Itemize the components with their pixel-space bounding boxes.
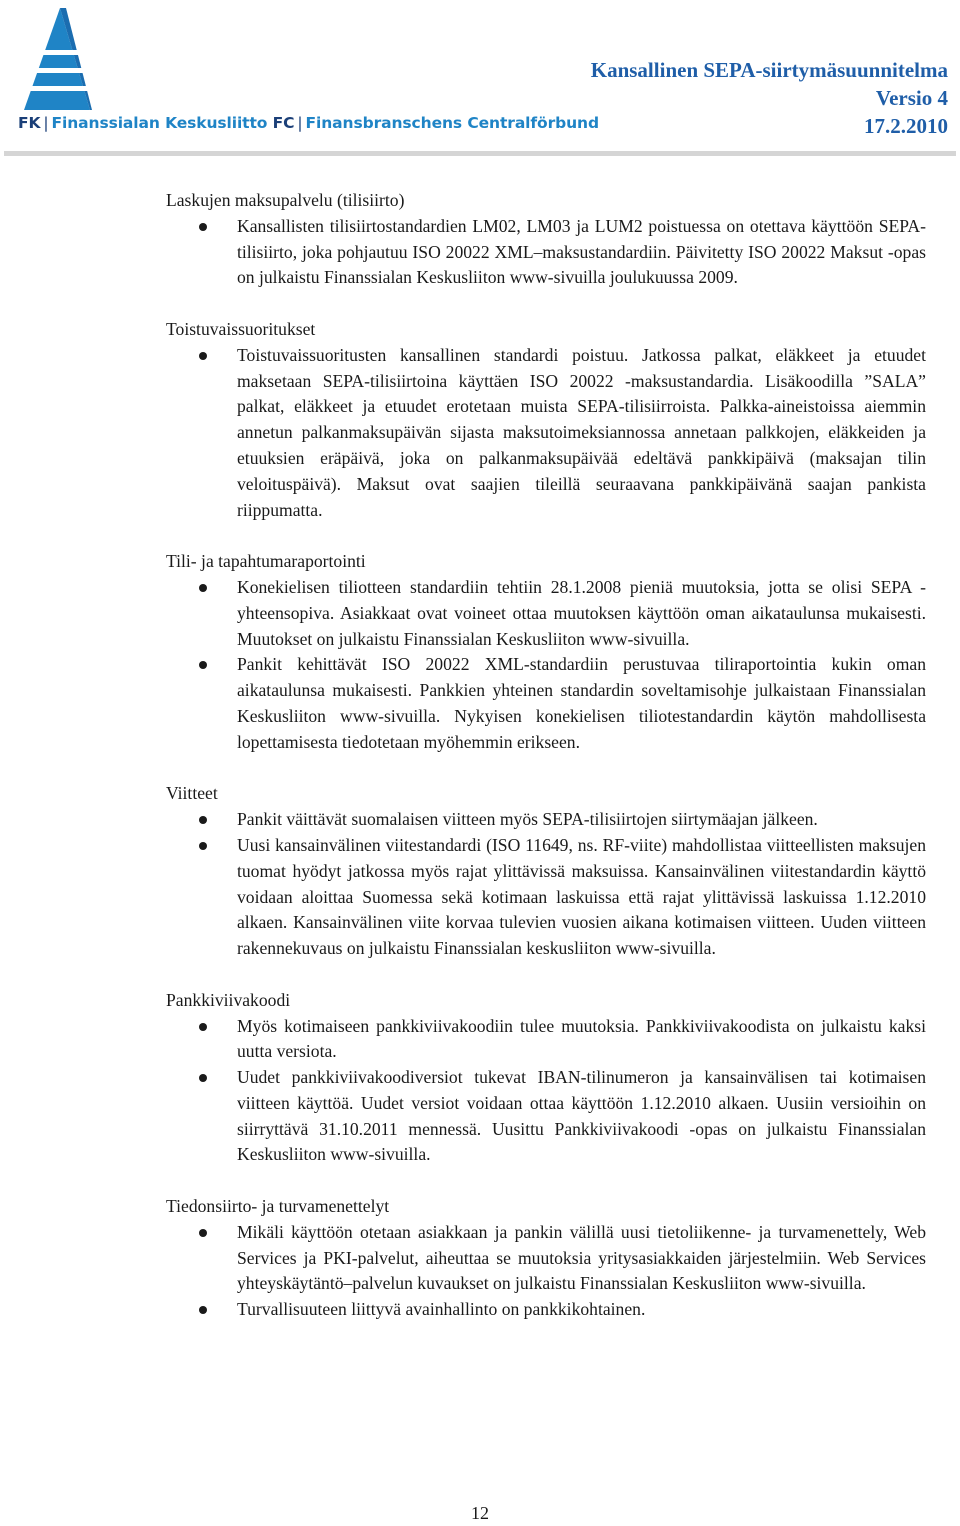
bullet-icon xyxy=(199,223,207,231)
list-item-text: Pankit väittävät suomalaisen viitteen myös SEPA-tilisiirtojen siirtymäajan jälkeen. xyxy=(237,809,818,830)
section xyxy=(166,317,926,523)
list-item-text: Myös kotimaiseen pankkiviivakoodiin tulee muutoksia. Pankkiviivakoodista on julkaistu kaksi uutta versiota. xyxy=(237,1015,926,1062)
bullet-icon xyxy=(199,1074,207,1082)
section xyxy=(166,1194,926,1323)
list-item xyxy=(166,1014,926,1066)
list-item xyxy=(166,652,926,755)
org-abbrev-fc: FC xyxy=(272,114,295,132)
org-name-sv: Finansbranschens Centralförbund xyxy=(305,114,599,132)
bullet-list xyxy=(166,343,926,524)
list-item xyxy=(166,343,926,524)
list-item-text: Turvallisuuteen liittyvä avainhallinto on pankkikohtainen. xyxy=(237,1299,646,1320)
page-header xyxy=(0,0,960,160)
section xyxy=(166,188,926,291)
section-title: Toistuvaissuoritukset xyxy=(166,318,316,339)
organization-name: FK | Finanssialan Keskusliitto FC | Finansbranschens Centralförbund xyxy=(18,114,599,132)
list-item-text: Uudet pankkiviivakoodiversiot tukevat IBAN-tilinumeron ja kansainvälisen tai kotimaisen viitteen käyttöä. Uudet versiot voidaan ottaa käyttöön 1.12.2010 alkaen. Uusiin versioihin on siirryttävä 31.10.2011 mennessä. Uusittu Pankkiviivakoodi -opas on julkaistu Finanssialan Keskusliiton www-sivuilla. xyxy=(237,1067,926,1165)
section-title: Tiedonsiirto- ja turvamenettelyt xyxy=(166,1196,390,1217)
document-meta xyxy=(591,56,948,140)
fk-logo-icon xyxy=(18,6,92,110)
list-item-text: Kansallisten tilisiirtostandardien LM02, LM03 ja LUM2 poistuessa on otettava käyttöön SEPA-tilisiirto, joka pohjautuu ISO 20022 XML–maksustandardiin. Päivitetty ISO 20022 Maksut -opas on julkaistu Finanssialan Keskusliiton www-sivuilla joulukuussa 2009. xyxy=(237,215,926,288)
list-item-text: Toistuvaissuoritusten kansallinen standardi poistuu. Jatkossa palkat, eläkkeet ja etuudet maksetaan SEPA-tilisiirtoina käyttäen ISO 20022 -maksustandardia. Lisäkoodilla ”SALA” palkat, eläkkeet ja etuudet erotetaan muista SEPA-tilisiirroista. Palkka-aineistoissa aiemmin annetun palkanmaksupäivän sijasta maksutoimeksiannossa annetaan palkkojen, eläkkeiden ja etuuksien eräpäivä, joka on palkanmaksupäivää edeltävä pankkipäivä (maksajan tilin veloituspäivä). Maksut ovat saajien tileillä seuraavana pankkipäivänä saajan pankista riippumatta. xyxy=(237,344,926,520)
section-title: Laskujen maksupalvelu (tilisiirto) xyxy=(166,190,405,210)
list-item xyxy=(166,214,926,291)
document-title: Kansallinen SEPA-siirtymäsuunnitelma xyxy=(590,58,948,82)
bullet-icon xyxy=(199,1023,207,1031)
list-item-text: Uusi kansainvälinen viitestandardi (ISO 11649, ns. RF-viite) mahdollistaa viitteellisten maksujen tuomat hyödyt jatkossa myös rajat ylittävissä maksuissa. Kansainvälinen viitestandardin käyttö voidaan aloittaa Suomessa sekä kotimaan laskuissa että rajat ylittävissä laskuissa 1.12.2010 alkaen. Kansainvälinen viite korvaa tulevien vuosien aikana kotimaisen viitteen. Uuden viitteen rakennekuvaus on julkaistu Finanssialan keskusliiton www-sivuilla. xyxy=(237,834,926,959)
bullet-icon xyxy=(199,816,207,824)
section xyxy=(166,781,926,962)
bullet-list xyxy=(166,807,926,962)
bullet-list xyxy=(166,214,926,291)
section xyxy=(166,988,926,1169)
org-abbrev-fk: FK xyxy=(18,114,41,132)
list-item-text: Mikäli käyttöön otetaan asiakkaan ja pankin välillä uusi tietoliikenne- ja turvamenettely, Web Services ja PKI-palvelut, aiheuttaa se muutoksia yritysasiakkaiden järjestelmiin. Web Services yhteyskäytäntö–palvelun kuvaukset on julkaistu Finanssialan Keskusliiton www-sivuilla. xyxy=(237,1221,926,1294)
bullet-icon xyxy=(199,842,207,850)
list-item xyxy=(166,807,926,833)
bullet-list xyxy=(166,1220,926,1323)
section xyxy=(166,549,926,755)
section-title: Viitteet xyxy=(166,783,218,804)
document-version: Versio 4 xyxy=(875,86,948,110)
bullet-icon xyxy=(199,1229,207,1237)
list-item xyxy=(166,833,926,962)
bullet-icon xyxy=(199,661,207,669)
document-date: 17.2.2010 xyxy=(864,114,948,138)
document-body xyxy=(166,188,926,1349)
header-divider xyxy=(4,151,956,156)
bullet-list xyxy=(166,575,926,756)
section-title: Tili- ja tapahtumaraportointi xyxy=(166,551,366,572)
bullet-list xyxy=(166,1014,926,1169)
bullet-icon xyxy=(199,584,207,592)
list-item xyxy=(166,1297,926,1323)
section-title: Pankkiviivakoodi xyxy=(166,989,291,1010)
org-name-fi: Finanssialan Keskusliitto xyxy=(51,114,268,132)
page-number: 12 xyxy=(471,1503,489,1523)
list-item xyxy=(166,1065,926,1168)
list-item-text: Pankit kehittävät ISO 20022 XML-standardiin perustuvaa tiliraportointia kukin oman aikataulunsa mukaisesti. Pankkien yhteinen standardin soveltamisohje julkaistaan Finanssialan Keskusliiton www-sivuilla. Nykyisen konekielisen tiliotestandardin käytön mahdollisesta lopettamisesta tiedotetaan myöhemmin erikseen. xyxy=(237,654,926,752)
list-item-text: Konekielisen tiliotteen standardiin tehtiin 28.1.2008 pieniä muutoksia, jotta se olisi SEPA -yhteensopiva. Asiakkaat ovat voineet ottaa muutoksen käyttöön oman aikataulunsa mukaisesti. Muutokset on julkaistu Finanssialan Keskusliiton www-sivuilla. xyxy=(237,576,926,649)
bullet-icon xyxy=(199,352,207,360)
list-item xyxy=(166,1220,926,1297)
bullet-icon xyxy=(199,1306,207,1314)
list-item xyxy=(166,575,926,652)
